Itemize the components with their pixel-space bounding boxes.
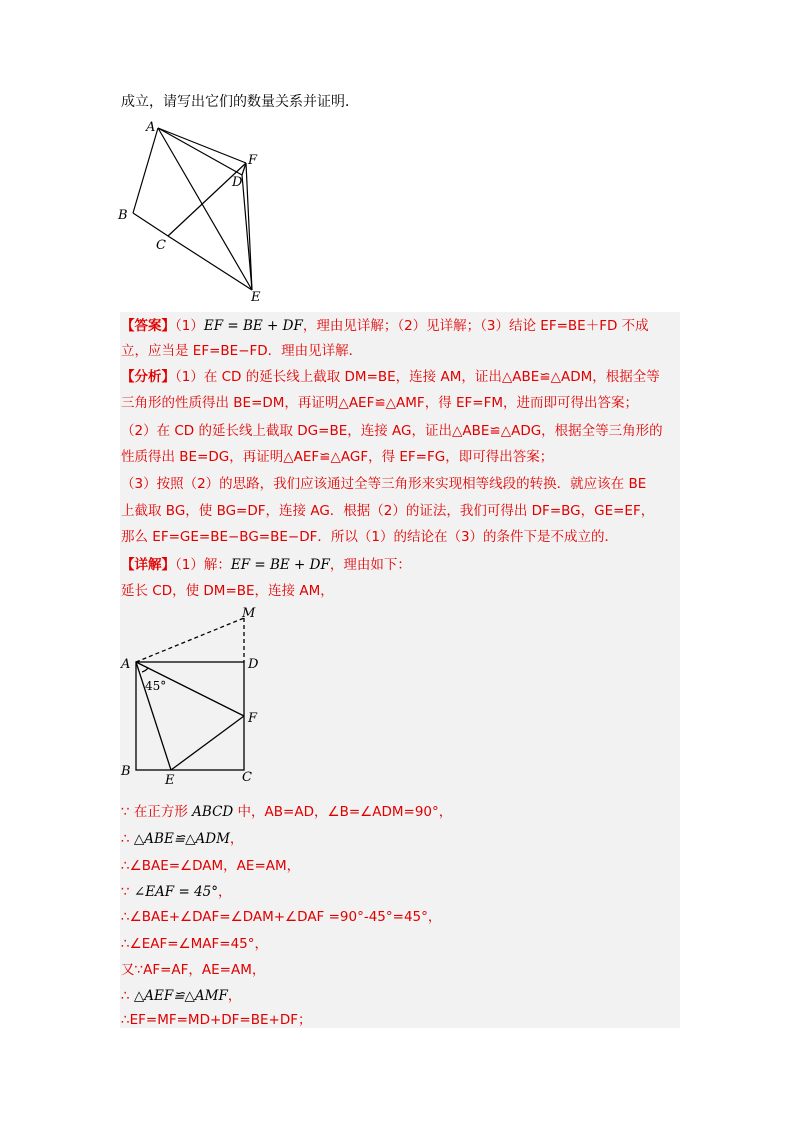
analysis-line-6: 上截取 BG，使 BG=DF，连接 AG．根据（2）的证法，我们可得出 DF=BG，GE=EF， bbox=[121, 503, 655, 519]
answer-line-1: 【答案】（1）EF = BE + DF，理由见详解；（2）见详解；（3）结论 EF=BE＋FD 不成 bbox=[121, 318, 649, 334]
analysis-line-1: 【分析】（1）在 CD 的延长线上截取 DM=BE，连接 AM，证出△ABE≌△ADM，根据全等 bbox=[121, 369, 660, 385]
seg-EF bbox=[171, 716, 244, 770]
proof-line-7: 又∵AF=AF，AE=AM， bbox=[121, 962, 266, 978]
detail-formula: EF = BE + DF bbox=[230, 557, 330, 573]
seg-CE bbox=[168, 236, 252, 290]
label-B: B bbox=[118, 208, 128, 223]
answer-line-2: 立，应当是 EF=BE−FD．理由见详解． bbox=[121, 343, 363, 359]
label-C: C bbox=[242, 770, 252, 785]
analysis-line-5: （3）按照（2）的思路，我们应该通过全等三角形来实现相等线段的转换．就应该在 BE bbox=[121, 476, 647, 492]
label-E: E bbox=[165, 773, 175, 788]
proof-line-2: ∴ △ABE≌△ADM， bbox=[121, 831, 244, 847]
intro-text: 成立，请写出它们的数量关系并证明． bbox=[121, 94, 359, 110]
figure-1 bbox=[114, 118, 274, 308]
analysis-line-7: 那么 EF=GE=BE−BG=BE−DF．所以（1）的结论在（3）的条件下是不成立的． bbox=[121, 529, 619, 545]
formula-ef: EF = BE + DF bbox=[203, 318, 303, 334]
analysis-line-3: （2）在 CD 的延长线上截取 DG=BE，连接 AG，证出△ABE≌△ADG，根据全等三角形的 bbox=[121, 423, 663, 439]
label-M: M bbox=[242, 606, 256, 621]
proof-line-6: ∴∠EAF=∠MAF=45°， bbox=[121, 936, 269, 952]
proof-line-4: ∵ ∠EAF = 45°， bbox=[121, 884, 232, 900]
seg-BC bbox=[133, 213, 168, 236]
proof-line-9: ∴EF=MF=MD+DF=BE+DF； bbox=[121, 1012, 312, 1028]
label-F: F bbox=[248, 711, 258, 726]
label-A: A bbox=[121, 657, 131, 672]
label-D: D bbox=[248, 657, 259, 672]
seg-AE bbox=[158, 128, 252, 290]
detail-line-2: 延长 CD，使 DM=BE，连接 AM， bbox=[121, 583, 334, 599]
seg-AF bbox=[158, 128, 246, 163]
detail-line-1: 【详解】（1）解：EF = BE + DF，理由如下： bbox=[121, 557, 411, 573]
detail-tag: 【详解】 bbox=[121, 557, 175, 573]
answer-tag: 【答案】 bbox=[121, 318, 175, 334]
label-E: E bbox=[251, 290, 261, 305]
figure-2 bbox=[118, 606, 263, 788]
label-A: A bbox=[146, 120, 156, 135]
analysis-line-2: 三角形的性质得出 BE=DM，再证明△AEF≌△AMF，得 EF=FM，进而即可得出答案； bbox=[121, 395, 639, 411]
label-C: C bbox=[156, 238, 166, 253]
proof-line-8: ∴ △AEF≌△AMF， bbox=[121, 988, 242, 1004]
proof-line-1: ∵ 在正方形 ABCD 中，AB=AD，∠B=∠ADM=90°， bbox=[121, 804, 453, 820]
proof-line-3: ∴∠BAE=∠DAM，AE=AM， bbox=[121, 858, 301, 874]
label-F: F bbox=[248, 153, 258, 168]
label-B: B bbox=[121, 764, 131, 779]
proof-line-5: ∴∠BAE+∠DAF=∠DAM+∠DAF =90°-45°=45°， bbox=[121, 909, 442, 925]
analysis-tag: 【分析】 bbox=[121, 369, 175, 385]
angle-label: 45° bbox=[145, 679, 167, 693]
seg-AM bbox=[136, 618, 244, 662]
angle-arc bbox=[142, 668, 148, 672]
seg-AD bbox=[158, 128, 242, 175]
analysis-line-4: 性质得出 BE=DG，再证明△AEF≌△AGF，得 EF=FG，即可得出答案； bbox=[121, 449, 554, 465]
seg-CF bbox=[168, 163, 246, 236]
seg-AB bbox=[133, 128, 158, 213]
label-D: D bbox=[232, 175, 243, 190]
